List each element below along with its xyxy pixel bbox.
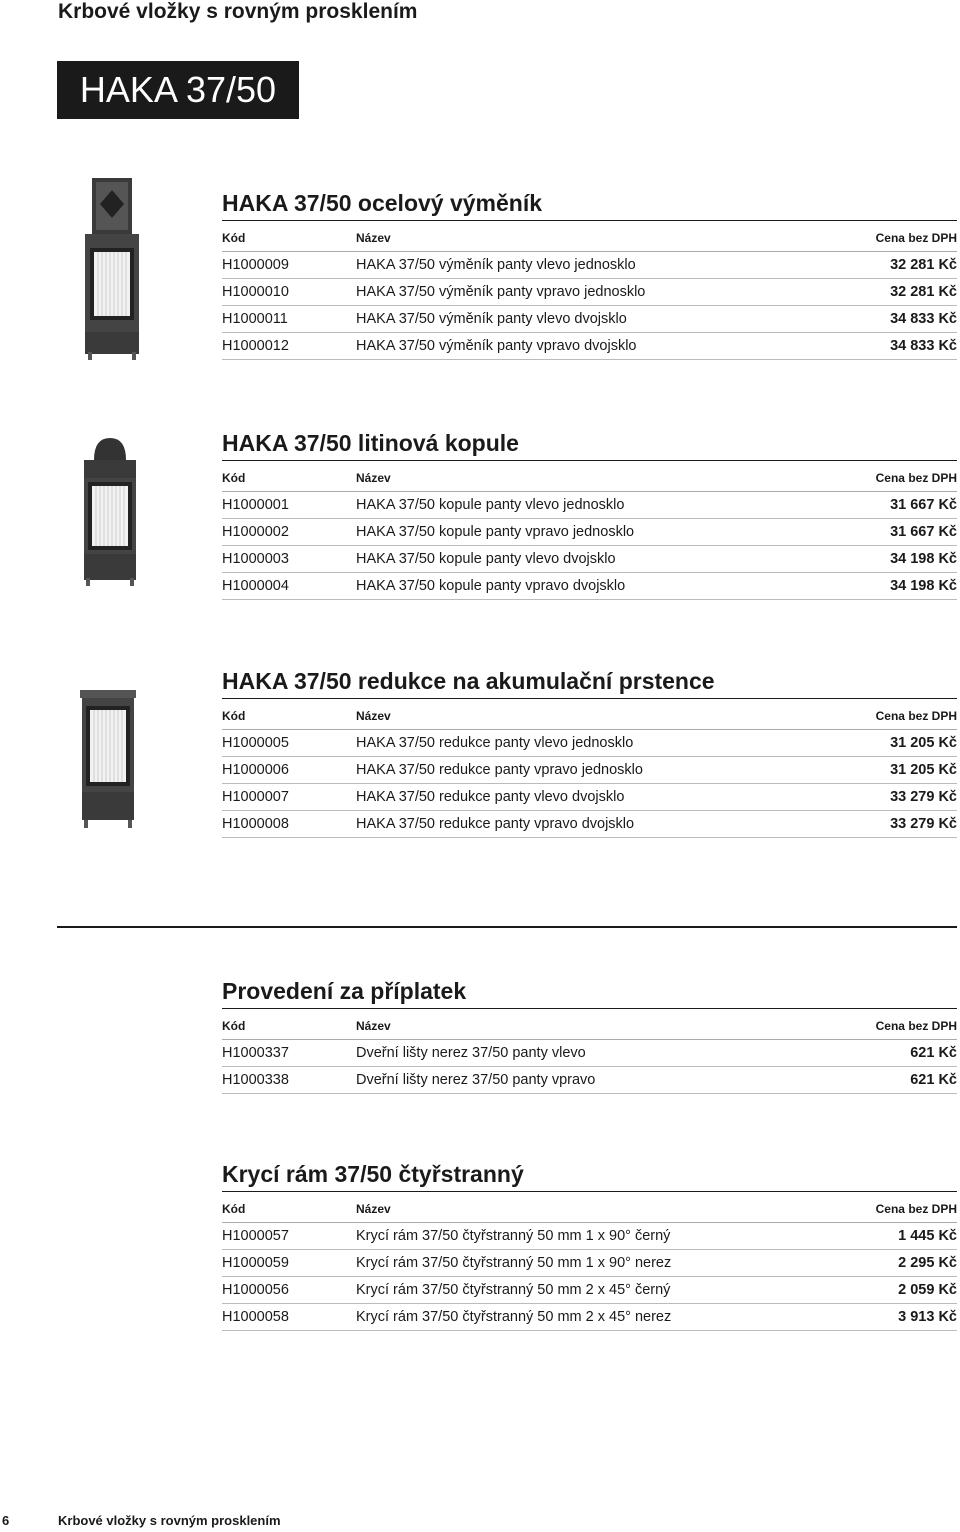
row-name: Krycí rám 37/50 čtyřstranný 50 mm 2 x 45° nerez xyxy=(356,1309,672,1325)
row-price: 32 281 Kč xyxy=(890,257,957,273)
row-code: H1000338 xyxy=(222,1072,289,1088)
row-price: 3 913 Kč xyxy=(898,1309,957,1325)
row-code: H1000004 xyxy=(222,578,289,594)
row-name: Dveřní lišty nerez 37/50 panty vpravo xyxy=(356,1072,596,1088)
row-code: H1000001 xyxy=(222,497,289,513)
section-divider xyxy=(57,926,957,928)
row-code: H1000056 xyxy=(222,1282,289,1298)
table-row xyxy=(222,1250,957,1277)
row-price: 2 295 Kč xyxy=(898,1255,957,1271)
row-price: 33 279 Kč xyxy=(890,789,957,805)
row-code: H1000010 xyxy=(222,284,289,300)
row-price: 32 281 Kč xyxy=(890,284,957,300)
table-row xyxy=(222,1067,957,1094)
row-name: HAKA 37/50 redukce panty vpravo jednosklo xyxy=(356,762,643,778)
table-row xyxy=(222,573,957,600)
footer-title: Krbové vložky s rovným prosklením xyxy=(58,1513,281,1528)
row-name: HAKA 37/50 výměník panty vlevo jednosklo xyxy=(356,257,636,273)
col-name-header: Název xyxy=(356,709,391,723)
row-name: HAKA 37/50 redukce panty vlevo dvojsklo xyxy=(356,789,625,805)
row-code: H1000057 xyxy=(222,1228,289,1244)
table-row xyxy=(222,757,957,784)
col-price-header: Cena bez DPH xyxy=(875,1019,957,1033)
row-price: 621 Kč xyxy=(910,1045,957,1061)
table-row xyxy=(222,1304,957,1331)
row-code: H1000011 xyxy=(222,311,288,327)
row-name: HAKA 37/50 redukce panty vpravo dvojsklo xyxy=(356,816,635,832)
col-code-header: Kód xyxy=(222,1019,246,1033)
table-row xyxy=(222,546,957,573)
col-name-header: Název xyxy=(356,231,391,245)
product-image-dome xyxy=(80,436,140,588)
row-name: HAKA 37/50 výměník panty vpravo dvojsklo xyxy=(356,338,637,354)
table-row xyxy=(222,492,957,519)
row-price: 2 059 Kč xyxy=(898,1282,957,1298)
section-title: HAKA 37/50 redukce na akumulační prstence xyxy=(222,664,957,699)
section-cover-frame xyxy=(222,1157,957,1331)
row-code: H1000003 xyxy=(222,551,289,567)
table-row xyxy=(222,252,957,279)
row-name: HAKA 37/50 kopule panty vlevo dvojsklo xyxy=(356,551,616,567)
row-price: 31 667 Kč xyxy=(890,524,957,540)
table-row xyxy=(222,784,957,811)
table-header xyxy=(222,1192,957,1223)
product-image-exchanger xyxy=(80,176,144,362)
section-extra-options xyxy=(222,974,957,1094)
table-row xyxy=(222,333,957,360)
page-number: 6 xyxy=(2,1513,10,1528)
row-price: 34 833 Kč xyxy=(890,338,957,354)
col-name-header: Název xyxy=(356,1019,391,1033)
section-title: HAKA 37/50 ocelový výměník xyxy=(222,186,957,221)
table-header xyxy=(222,1009,957,1040)
row-code: H1000337 xyxy=(222,1045,289,1061)
row-name: HAKA 37/50 kopule panty vlevo jednosklo xyxy=(356,497,625,513)
row-code: H1000009 xyxy=(222,257,289,273)
row-name: Krycí rám 37/50 čtyřstranný 50 mm 1 x 90° černý xyxy=(356,1228,671,1244)
table-header xyxy=(222,461,957,492)
row-price: 31 205 Kč xyxy=(890,735,957,751)
col-code-header: Kód xyxy=(222,231,246,245)
col-name-header: Název xyxy=(356,471,391,485)
section-steel-exchanger xyxy=(222,186,957,360)
row-name: Krycí rám 37/50 čtyřstranný 50 mm 2 x 45° černý xyxy=(356,1282,671,1298)
table-row xyxy=(222,1277,957,1304)
col-price-header: Cena bez DPH xyxy=(875,471,957,485)
table-row xyxy=(222,1223,957,1250)
row-price: 1 445 Kč xyxy=(898,1228,957,1244)
col-price-header: Cena bez DPH xyxy=(875,709,957,723)
row-price: 621 Kč xyxy=(910,1072,957,1088)
row-code: H1000005 xyxy=(222,735,289,751)
row-name: Krycí rám 37/50 čtyřstranný 50 mm 1 x 90° nerez xyxy=(356,1255,672,1271)
row-price: 34 198 Kč xyxy=(890,578,957,594)
row-price: 31 205 Kč xyxy=(890,762,957,778)
row-code: H1000059 xyxy=(222,1255,289,1271)
table-row xyxy=(222,1040,957,1067)
row-code: H1000012 xyxy=(222,338,289,354)
col-price-header: Cena bez DPH xyxy=(875,231,957,245)
row-code: H1000007 xyxy=(222,789,289,805)
row-code: H1000002 xyxy=(222,524,289,540)
table-header xyxy=(222,221,957,252)
row-code: H1000008 xyxy=(222,816,289,832)
section-title: HAKA 37/50 litinová kopule xyxy=(222,426,957,461)
product-image-reduction xyxy=(78,688,138,830)
col-code-header: Kód xyxy=(222,709,246,723)
table-row xyxy=(222,306,957,333)
table-row xyxy=(222,279,957,306)
col-code-header: Kód xyxy=(222,1202,246,1216)
row-name: HAKA 37/50 výměník panty vlevo dvojsklo xyxy=(356,311,627,327)
col-name-header: Název xyxy=(356,1202,391,1216)
section-title: Provedení za příplatek xyxy=(222,974,957,1009)
section-cast-iron-dome xyxy=(222,426,957,600)
row-name: HAKA 37/50 výměník panty vpravo jednosklo xyxy=(356,284,646,300)
row-code: H1000006 xyxy=(222,762,289,778)
row-name: Dveřní lišty nerez 37/50 panty vlevo xyxy=(356,1045,586,1061)
table-header xyxy=(222,699,957,730)
row-price: 33 279 Kč xyxy=(890,816,957,832)
table-row xyxy=(222,811,957,838)
table-row xyxy=(222,519,957,546)
col-code-header: Kód xyxy=(222,471,246,485)
page-header-title: Krbové vložky s rovným prosklením xyxy=(58,0,418,23)
row-name: HAKA 37/50 kopule panty vpravo dvojsklo xyxy=(356,578,626,594)
row-price: 34 833 Kč xyxy=(890,311,957,327)
table-row xyxy=(222,730,957,757)
model-title-badge: HAKA 37/50 xyxy=(57,61,299,119)
section-reduction xyxy=(222,664,957,838)
row-name: HAKA 37/50 redukce panty vlevo jednosklo xyxy=(356,735,634,751)
row-code: H1000058 xyxy=(222,1309,289,1325)
row-price: 34 198 Kč xyxy=(890,551,957,567)
col-price-header: Cena bez DPH xyxy=(875,1202,957,1216)
row-name: HAKA 37/50 kopule panty vpravo jednosklo xyxy=(356,524,635,540)
row-price: 31 667 Kč xyxy=(890,497,957,513)
section-title: Krycí rám 37/50 čtyřstranný xyxy=(222,1157,957,1192)
